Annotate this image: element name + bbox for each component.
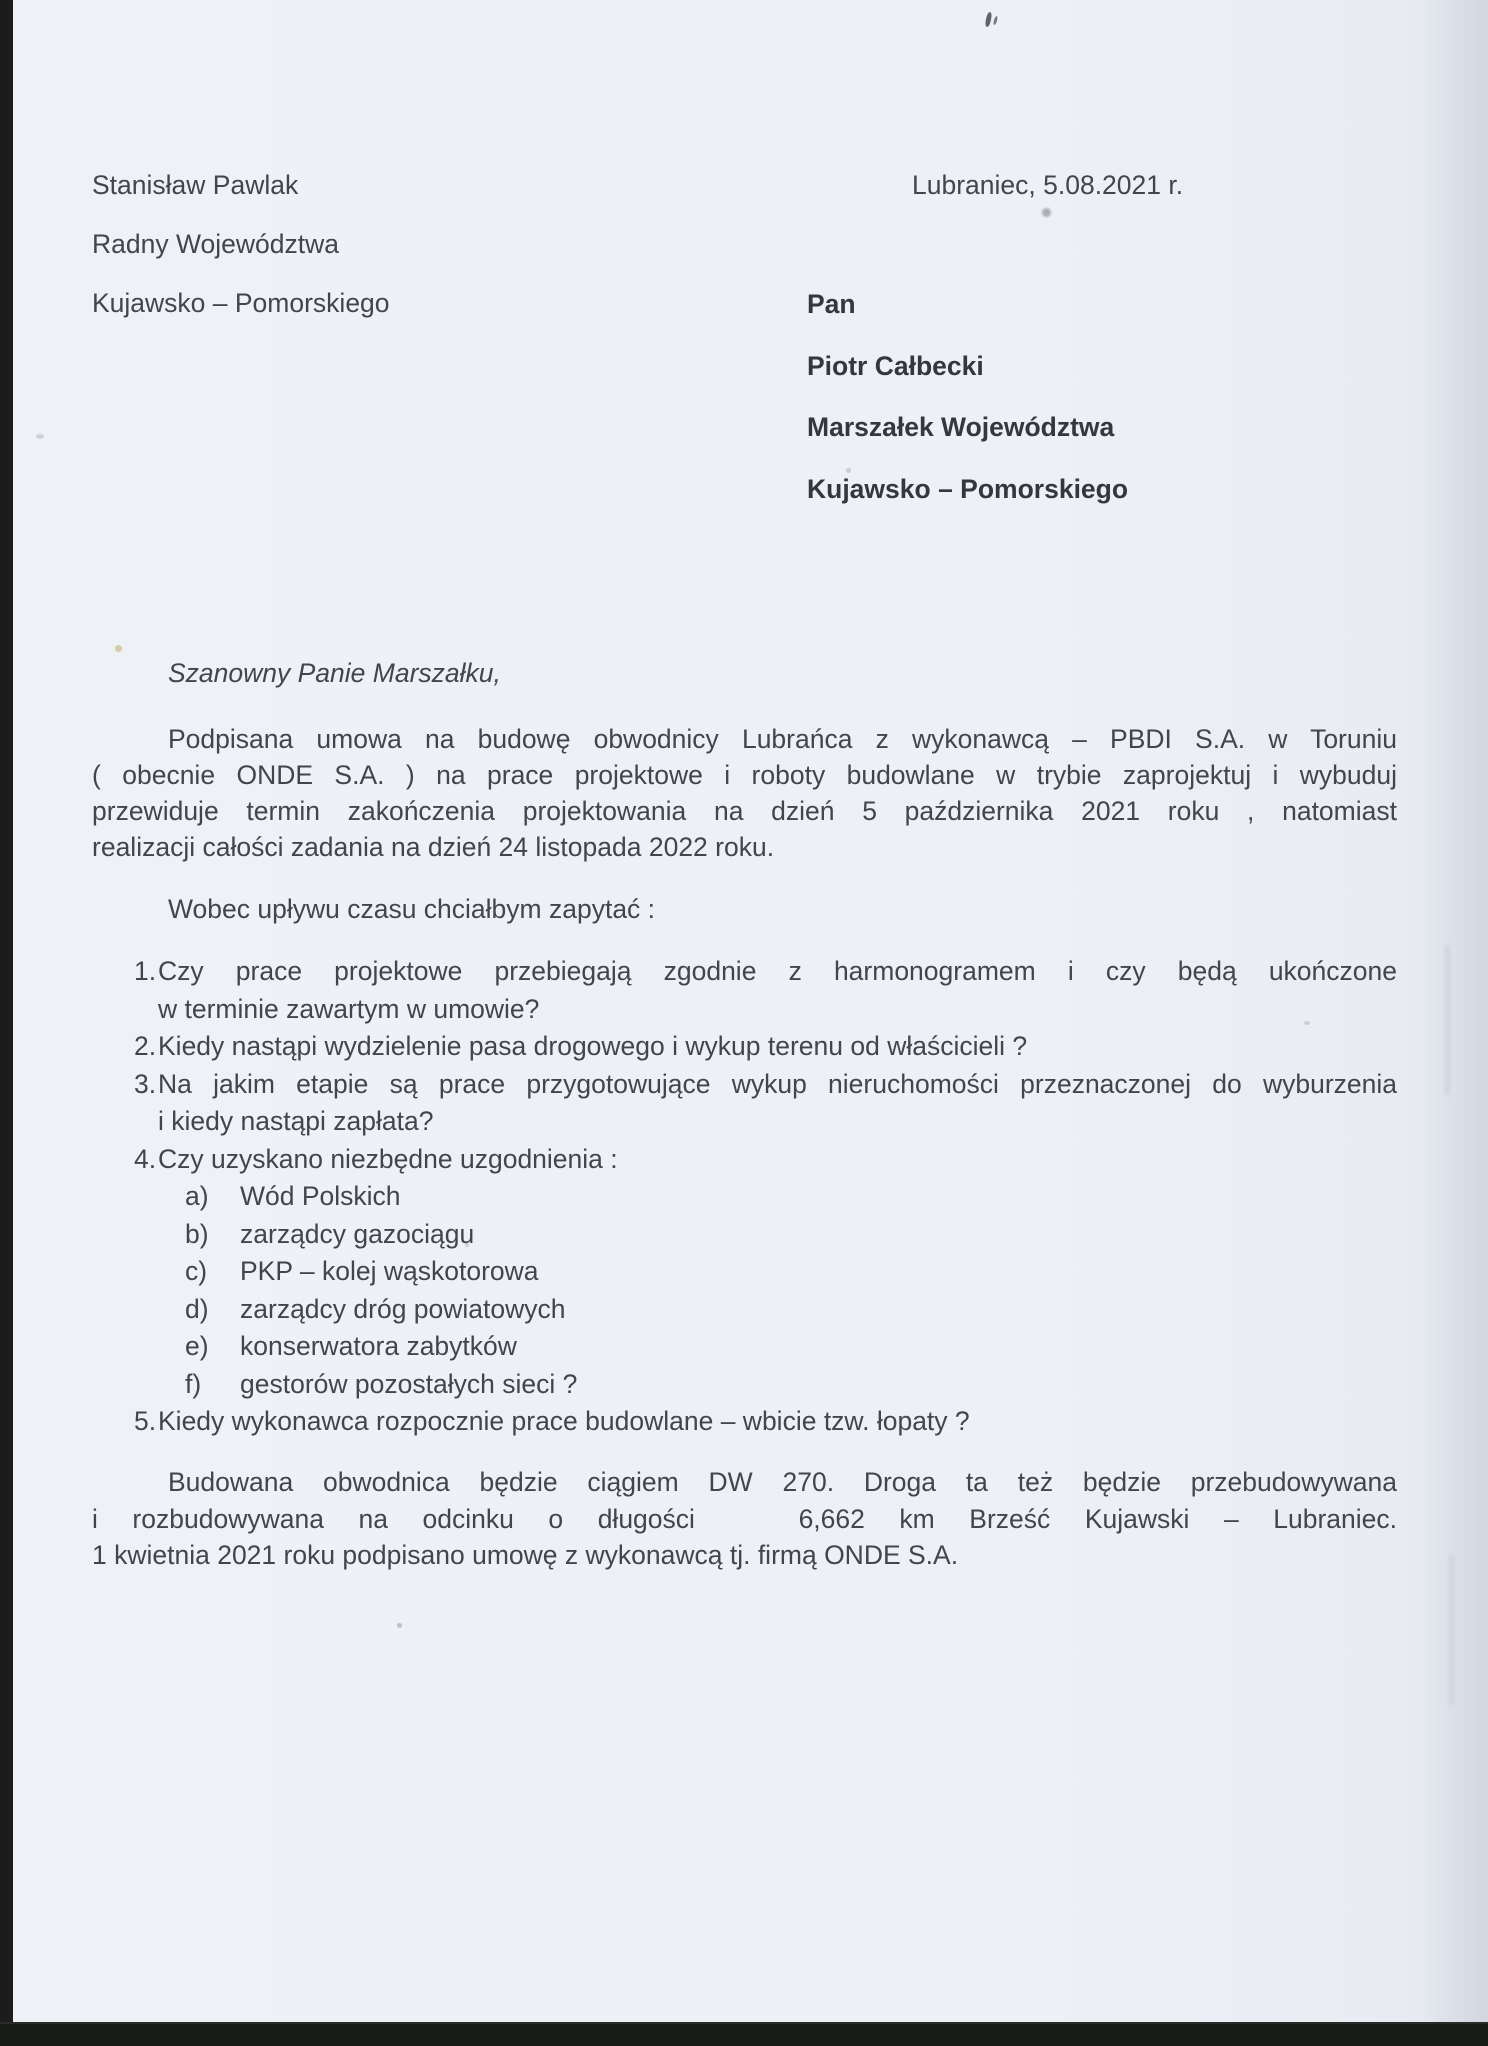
paragraph-line: Budowana obwodnica będzie ciągiem DW 270. Droga ta też będzie przebudowywana [168, 1467, 1397, 1497]
scan-speck [115, 645, 122, 652]
sub-list-item [92, 1291, 1397, 1329]
sub-list-item-letter: a) [185, 1181, 209, 1211]
paragraph-line: 1 kwietnia 2021 roku podpisano umowę z wykonawcą tj. firmą ONDE S.A. [92, 1540, 959, 1570]
list-item [92, 1028, 1397, 1066]
list-item-text: Czy uzyskano niezbędne uzgodnienia : [158, 1143, 618, 1174]
sub-list-item [92, 1253, 1397, 1291]
sub-list-item-letter: e) [185, 1331, 209, 1361]
recipient-block [807, 274, 1128, 520]
sub-list-item-text: gestorów pozostałych sieci ? [240, 1368, 578, 1399]
list-item-number: 5. [134, 1406, 157, 1436]
question-list [92, 953, 1397, 1441]
sub-list-item [92, 1216, 1397, 1254]
sender-name: Stanisław Pawlak [92, 170, 299, 200]
sender-block [92, 156, 390, 333]
sub-list-item-letter: b) [185, 1218, 209, 1249]
paragraph-2 [92, 1464, 1397, 1574]
sub-list-item-letter: d) [185, 1293, 209, 1324]
recipient-title: Marszałek Województwa [807, 412, 1115, 443]
paragraph-line: i rozbudowywana na odcinku o długości 6,662 km Brześć Kujawski – Lubraniec. [92, 1503, 1397, 1534]
scan-speck [36, 434, 44, 439]
scan-speck [993, 16, 998, 25]
list-item-text: Czy prace projektowe przebiegają zgodnie z harmonogramem i czy będą ukończone [158, 956, 1397, 986]
date-line: Lubraniec, 5.08.2021 r. [912, 170, 1184, 200]
sub-list-item-text: konserwatora zabytków [240, 1331, 517, 1361]
list-item-continuation [92, 1103, 1397, 1141]
recipient-name: Piotr Całbecki [807, 350, 984, 381]
sub-list-item-text: zarządcy dróg powiatowych [240, 1293, 566, 1324]
paragraph-1 [92, 721, 1397, 865]
list-item-number: 3. [134, 1068, 157, 1099]
sender-region: Kujawsko – Pomorskiego [92, 288, 390, 318]
list-item-number: 1. [134, 956, 157, 986]
list-item-text: Na jakim etapie są prace przygotowujące wykup nieruchomości przeznaczonej do wyburzenia [158, 1068, 1397, 1099]
sub-list-item-text: Wód Polskich [240, 1181, 401, 1211]
question-intro: Wobec upływu czasu chciałbym zapytać : [168, 894, 656, 924]
list-item-number: 2. [134, 1031, 157, 1061]
paragraph-line: realizacji całości zadania na dzień 24 listopada 2022 roku. [92, 832, 775, 862]
sub-list-item [92, 1328, 1397, 1366]
salutation: Szanowny Panie Marszałku, [168, 658, 501, 688]
scan-streak [1446, 945, 1449, 1095]
recipient-honorific: Pan [807, 289, 856, 319]
sub-list-item [92, 1366, 1397, 1404]
scan-edge-bottom [0, 2022, 1488, 2046]
list-item [92, 953, 1397, 991]
sub-list-item-text: PKP – kolej wąskotorowa [240, 1256, 539, 1286]
scan-streak [1450, 1555, 1453, 1705]
paragraph-line: ( obecnie ONDE S.A. ) na prace projektowe i roboty budowlane w trybie zaprojektuj i wybuduj [92, 760, 1397, 790]
list-item [92, 1403, 1397, 1441]
paragraph-line: Podpisana umowa na budowę obwodnicy Lubrańca z wykonawcą – PBDI S.A. w Toruniu [168, 724, 1397, 754]
list-item-continuation [92, 991, 1397, 1029]
scan-speck [397, 1623, 402, 1628]
list-item [92, 1066, 1397, 1104]
scan-edge-right-shade [1418, 0, 1488, 2046]
list-item-text: Kiedy nastąpi wydzielenie pasa drogowego i wykup terenu od właścicieli ? [158, 1031, 1028, 1061]
sender-title: Radny Województwa [92, 229, 339, 259]
paragraph-line: przewiduje termin zakończenia projektowania na dzień 5 października 2021 roku , natomiast [92, 796, 1397, 826]
sub-list-item [92, 1178, 1397, 1216]
list-item-text: w terminie zawartym w umowie? [158, 993, 540, 1024]
list-item [92, 1141, 1397, 1179]
recipient-region: Kujawsko – Pomorskiego [807, 473, 1129, 504]
list-item-number: 4. [134, 1143, 157, 1174]
list-item-text: Kiedy wykonawca rozpocznie prace budowlane – wbicie tzw. łopaty ? [158, 1406, 970, 1436]
scan-speck [984, 12, 992, 28]
sub-list-item-text: zarządcy gazociągu [240, 1218, 475, 1249]
list-item-text: i kiedy nastąpi zapłata? [158, 1106, 434, 1136]
sub-list-item-letter: f) [185, 1368, 202, 1399]
sub-list-item-letter: c) [185, 1256, 208, 1286]
scan-edge-left [0, 0, 13, 2046]
